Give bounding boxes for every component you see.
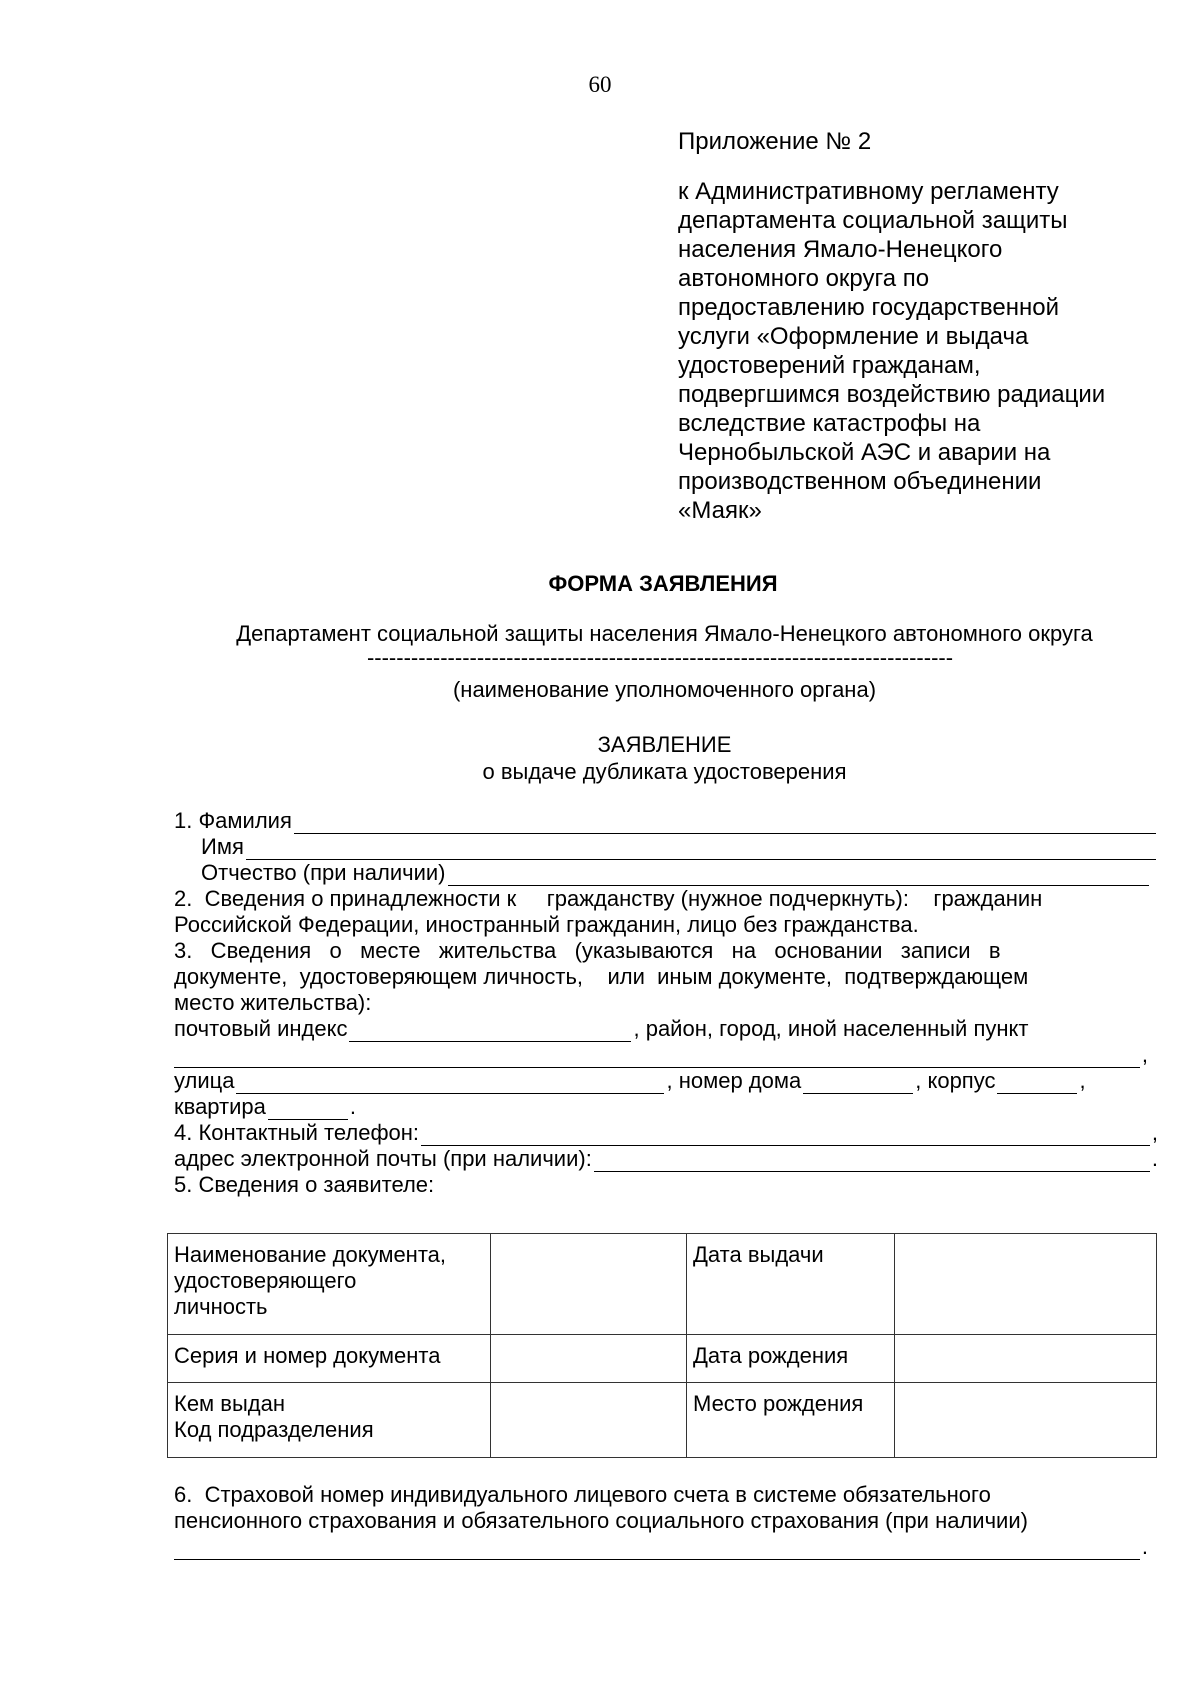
locality-row bbox=[174, 1042, 1158, 1068]
residence-line-1: 3. Сведения о месте жительства (указываются на основании записи в bbox=[174, 938, 1001, 963]
appendix-line: вследствие катастрофы на bbox=[678, 410, 981, 437]
apartment-label: квартира bbox=[174, 1094, 266, 1119]
applicant-heading: 5. Сведения о заявителе: bbox=[174, 1172, 435, 1197]
apartment-row bbox=[174, 1094, 1158, 1120]
locality-comma: , bbox=[1141, 1042, 1148, 1067]
surname-row bbox=[174, 808, 1158, 834]
issued-by-value-cell[interactable] bbox=[491, 1383, 687, 1458]
doc-name-label-cell bbox=[168, 1234, 491, 1335]
building-comma: , bbox=[1079, 1068, 1086, 1093]
applicant-info-table bbox=[167, 1233, 1157, 1458]
appendix-line: «Маяк» bbox=[678, 497, 762, 524]
street-row bbox=[174, 1068, 1158, 1094]
appendix-line: удостоверений гражданам, bbox=[678, 352, 981, 379]
name-row bbox=[174, 834, 1158, 860]
division-code-label: Код подразделения bbox=[174, 1417, 374, 1442]
appendix-line: департамента социальной защиты bbox=[678, 207, 1068, 234]
surname-field[interactable] bbox=[294, 813, 1156, 834]
issued-by-label-cell bbox=[168, 1383, 491, 1458]
house-label: , номер дома bbox=[666, 1068, 802, 1093]
snils-period: . bbox=[1141, 1534, 1148, 1559]
table-row bbox=[168, 1234, 1157, 1335]
doc-name-label-line: удостоверяющего bbox=[174, 1268, 357, 1293]
apartment-period: . bbox=[349, 1094, 357, 1119]
citizenship-line-2: Российской Федерации, иностранный гражданин, лицо без гражданства. bbox=[174, 912, 919, 937]
form-title: ФОРМА ЗАЯВЛЕНИЯ bbox=[548, 571, 778, 596]
department-name: Департамент социальной защиты населения Ямало-Ненецкого автономного округа bbox=[236, 621, 1093, 646]
birth-date-value-cell[interactable] bbox=[895, 1335, 1157, 1383]
house-field[interactable] bbox=[803, 1073, 913, 1094]
series-number-value-cell[interactable] bbox=[491, 1335, 687, 1383]
patronymic-field[interactable] bbox=[448, 865, 1149, 886]
issue-date-label-cell: Дата выдачи bbox=[687, 1234, 895, 1335]
phone-field[interactable] bbox=[421, 1125, 1150, 1146]
applicant-fields bbox=[174, 808, 1158, 1198]
appendix-line: Чернобыльской АЭС и аварии на bbox=[678, 439, 1051, 466]
appendix-line: к Административному регламенту bbox=[678, 178, 1059, 205]
appendix-line: населения Ямало-Ненецкого bbox=[678, 236, 1003, 263]
doc-name-label-line: Наименование документа, bbox=[174, 1242, 447, 1267]
doc-name-value-cell[interactable] bbox=[491, 1234, 687, 1335]
patronymic-row bbox=[174, 860, 1158, 886]
statement-heading bbox=[187, 731, 1142, 785]
snils-field[interactable] bbox=[174, 1539, 1140, 1560]
appendix-line: автономного округа по bbox=[678, 265, 930, 292]
surname-label: 1. Фамилия bbox=[174, 808, 292, 833]
issue-date-value-cell[interactable] bbox=[895, 1234, 1157, 1335]
issued-by-label: Кем выдан bbox=[174, 1391, 286, 1416]
name-label: Имя bbox=[201, 834, 244, 859]
birth-date-label-cell: Дата рождения bbox=[687, 1335, 895, 1383]
statement-title: ЗАЯВЛЕНИЕ bbox=[597, 732, 732, 757]
table-row bbox=[168, 1383, 1157, 1458]
citizenship-line-1: 2. Сведения о принадлежности к гражданству (нужное подчеркнуть): гражданин bbox=[174, 886, 1043, 911]
name-field[interactable] bbox=[246, 839, 1156, 860]
appendix-line: подвергшимся воздействию радиации bbox=[678, 381, 1106, 408]
residence-line-2: документе, удостоверяющем личность, или иным документе, подтверждающем bbox=[174, 964, 1029, 989]
appendix-line: услуги «Оформление и выдача bbox=[678, 323, 1029, 350]
street-label: улица bbox=[174, 1068, 235, 1093]
email-label: адрес электронной почты (при наличии): bbox=[174, 1146, 592, 1171]
locality-field[interactable] bbox=[174, 1047, 1140, 1068]
postal-index-field[interactable] bbox=[349, 1021, 631, 1042]
phone-comma: , bbox=[1151, 1120, 1158, 1145]
birth-place-label-cell: Место рождения bbox=[687, 1383, 895, 1458]
appendix-block bbox=[678, 127, 1148, 525]
patronymic-label: Отчество (при наличии) bbox=[201, 860, 446, 885]
snils-block bbox=[174, 1482, 1158, 1560]
postal-index-label: почтовый индекс bbox=[174, 1016, 348, 1041]
appendix-line: производственном объединении bbox=[678, 468, 1042, 495]
email-row bbox=[174, 1146, 1158, 1172]
building-field[interactable] bbox=[997, 1073, 1077, 1094]
postal-row bbox=[174, 1016, 1158, 1042]
email-period: . bbox=[1151, 1146, 1158, 1171]
residence-line-3: место жительства): bbox=[174, 990, 372, 1015]
phone-label: 4. Контактный телефон: bbox=[174, 1120, 420, 1145]
building-label: , корпус bbox=[915, 1068, 996, 1093]
organ-caption: (наименование уполномоченного органа) bbox=[452, 677, 877, 702]
appendix-title: Приложение № 2 bbox=[678, 128, 872, 155]
apartment-field[interactable] bbox=[268, 1099, 348, 1120]
series-number-label-cell: Серия и номер документа bbox=[168, 1335, 491, 1383]
snils-row bbox=[174, 1534, 1158, 1560]
dashed-line: -------------------------------------------------------------------------------- bbox=[366, 645, 954, 670]
locality-label: , район, город, иной населенный пункт bbox=[633, 1016, 1029, 1041]
phone-row bbox=[174, 1120, 1158, 1146]
table-row bbox=[168, 1335, 1157, 1383]
birth-place-value-cell[interactable] bbox=[895, 1383, 1157, 1458]
snils-line-2: пенсионного страхования и обязательного социального страхования (при наличии) bbox=[174, 1508, 1028, 1533]
statement-subtitle: о выдаче дубликата удостоверения bbox=[482, 759, 847, 784]
street-field[interactable] bbox=[236, 1073, 664, 1094]
doc-name-label-line: личность bbox=[174, 1294, 268, 1319]
snils-line-1: 6. Страховой номер индивидуального лицевого счета в системе обязательного bbox=[174, 1482, 991, 1507]
page-number: 60 bbox=[588, 72, 612, 97]
appendix-line: предоставлению государственной bbox=[678, 294, 1060, 321]
email-field[interactable] bbox=[594, 1151, 1150, 1172]
